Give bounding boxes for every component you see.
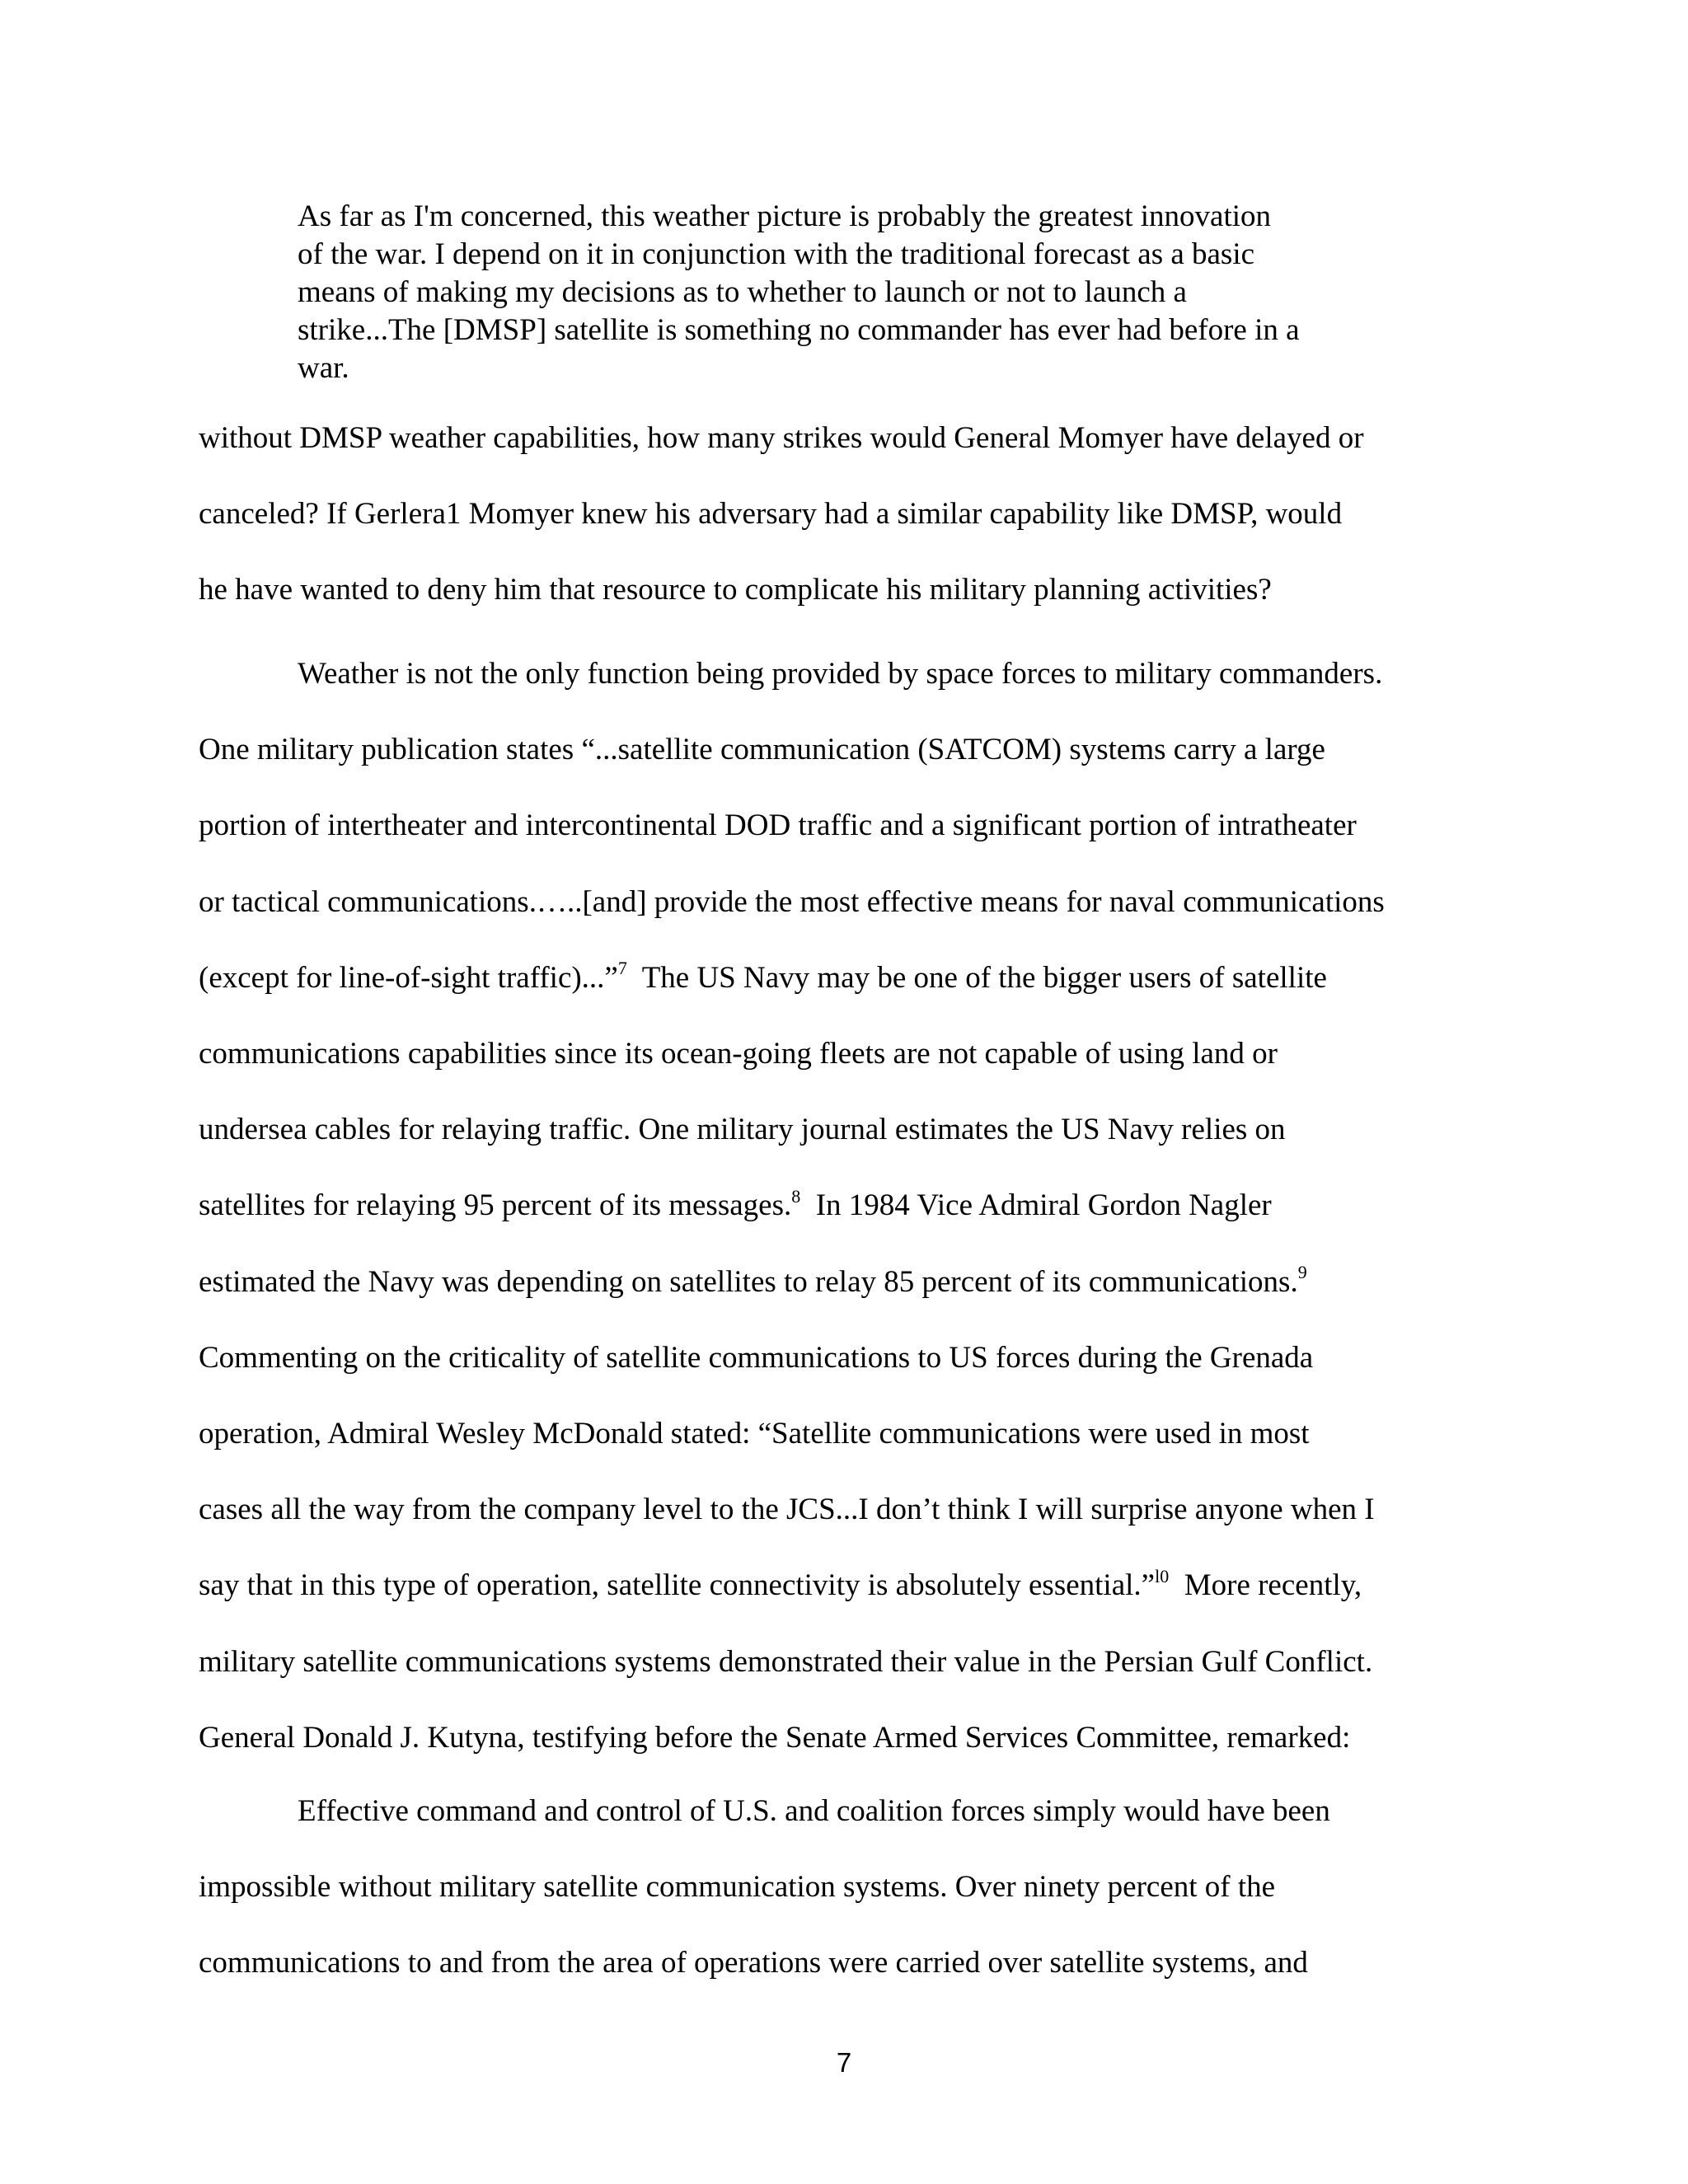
body-line: communications to and from the area of operations were carried over satellite systems, and xyxy=(199,1946,1308,1980)
body-text: The US Navy may be one of the bigger users of satellite xyxy=(626,960,1327,995)
block-quote xyxy=(298,198,1427,387)
footnote-marker: 9 xyxy=(1297,1262,1307,1283)
page-number: 7 xyxy=(836,2047,852,2078)
body-line: Effective command and control of U.S. and coalition forces simply would have been xyxy=(298,1794,1330,1828)
quoted-testimony xyxy=(199,1774,1534,2002)
body-line xyxy=(199,940,1534,1016)
body-line xyxy=(199,1168,1534,1244)
body-line: undersea cables for relaying traffic. One military journal estimates the US Navy relies on xyxy=(199,1113,1286,1147)
body-line: communications capabilities since its ocean-going fleets are not capable of using land or xyxy=(199,1037,1278,1071)
body-line: One military publication states “...satellite communication (SATCOM) systems carry a large xyxy=(199,733,1325,767)
body-text: estimated the Navy was depending on satellites to relay 85 percent of its communications. xyxy=(199,1264,1298,1299)
quote-line: of the war. I depend on it in conjunction with the traditional forecast as a basic xyxy=(298,237,1255,271)
body-line: without DMSP weather capabilities, how many strikes would General Momyer have delayed or xyxy=(199,421,1364,455)
body-line xyxy=(199,1244,1534,1320)
body-text: say that in this type of operation, satellite connectivity is absolutely essential.” xyxy=(199,1568,1156,1603)
quote-line: strike...The [DMSP] satellite is something no commander has ever had before in a xyxy=(298,313,1300,347)
body-line: Commenting on the criticality of satellite communications to US forces during the Grenada xyxy=(199,1340,1314,1375)
paragraph-continuation xyxy=(199,401,1534,629)
footnote-marker: l0 xyxy=(1155,1566,1170,1587)
body-line: military satellite communications systems demonstrated their value in the Persian Gulf Conflict. xyxy=(199,1644,1373,1679)
paragraph-satellite-communications xyxy=(199,636,1534,1776)
body-line xyxy=(199,1548,1534,1624)
footnote-marker: 8 xyxy=(791,1186,801,1207)
body-line: or tactical communications.…..[and] provide the most effective means for naval communications xyxy=(199,884,1385,919)
quote-line: means of making my decisions as to whether to launch or not to launch a xyxy=(298,275,1187,309)
quote-line: As far as I'm concerned, this weather picture is probably the greatest innovation xyxy=(298,199,1272,233)
body-text: In 1984 Vice Admiral Gordon Nagler xyxy=(800,1188,1272,1223)
body-line: cases all the way from the company level to the JCS...I don’t think I will surprise anyone when I xyxy=(199,1493,1375,1527)
body-line: canceled? If Gerlera1 Momyer knew his adversary had a similar capability like DMSP, would xyxy=(199,497,1343,532)
body-line: Weather is not the only function being provided by space forces to military commanders. xyxy=(298,657,1383,691)
body-line: impossible without military satellite communication systems. Over ninety percent of the xyxy=(199,1870,1276,1905)
footnote-marker: 7 xyxy=(617,958,627,979)
body-text: More recently, xyxy=(1169,1568,1362,1603)
body-text: (except for line-of-sight traffic)...” xyxy=(199,960,618,995)
body-line: operation, Admiral Wesley McDonald stated: “Satellite communications were used in most xyxy=(199,1417,1310,1451)
body-line: he have wanted to deny him that resource to complicate his military planning activities? xyxy=(199,573,1272,607)
body-line: portion of intertheater and intercontinental DOD traffic and a significant portion of intratheater xyxy=(199,808,1357,843)
quote-line: war. xyxy=(298,351,349,385)
body-text: satellites for relaying 95 percent of its messages. xyxy=(199,1188,792,1223)
body-line: General Donald J. Kutyna, testifying before the Senate Armed Services Committee, remarked: xyxy=(199,1720,1351,1755)
